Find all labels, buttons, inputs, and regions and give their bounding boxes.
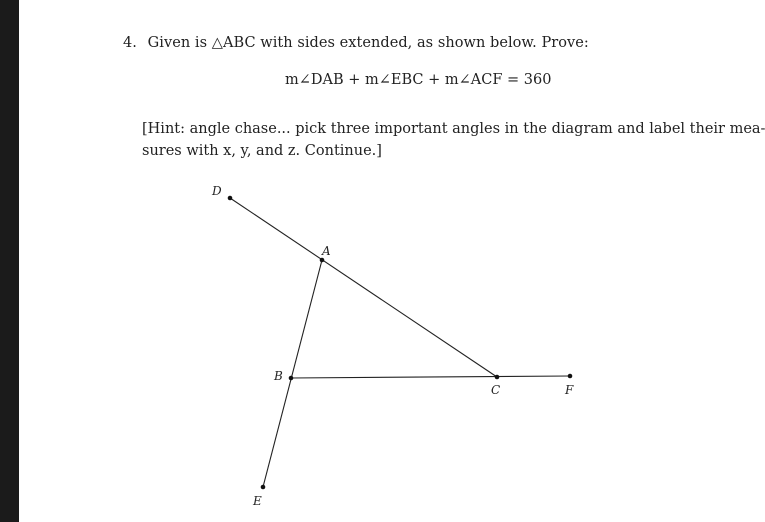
label-c: C (491, 383, 501, 397)
problem-text: Given is △ABC with sides extended, as shown below. Prove: (147, 35, 589, 51)
label-f: F (565, 383, 574, 397)
point-f (568, 374, 573, 379)
equation: m∠DAB + m∠EBC + m∠ACF = 360 (285, 72, 552, 88)
point-b (289, 376, 294, 381)
point-a (320, 258, 325, 263)
label-a: A (322, 244, 331, 258)
point-e (261, 485, 266, 490)
label-d: D (212, 184, 222, 198)
segment-b-f (291, 376, 570, 378)
problem-number: 4. (123, 35, 137, 51)
segment-a-e (263, 260, 322, 487)
label-e: E (253, 494, 262, 508)
label-b: B (274, 369, 283, 383)
hint-line-1: [Hint: angle chase... pick three important angles in the diagram and label their mea- (142, 121, 765, 137)
segment-d-c (230, 198, 497, 377)
point-c (495, 375, 500, 380)
hint-line-2: sures with x, y, and z. Continue.] (142, 143, 382, 159)
point-d (228, 196, 233, 201)
